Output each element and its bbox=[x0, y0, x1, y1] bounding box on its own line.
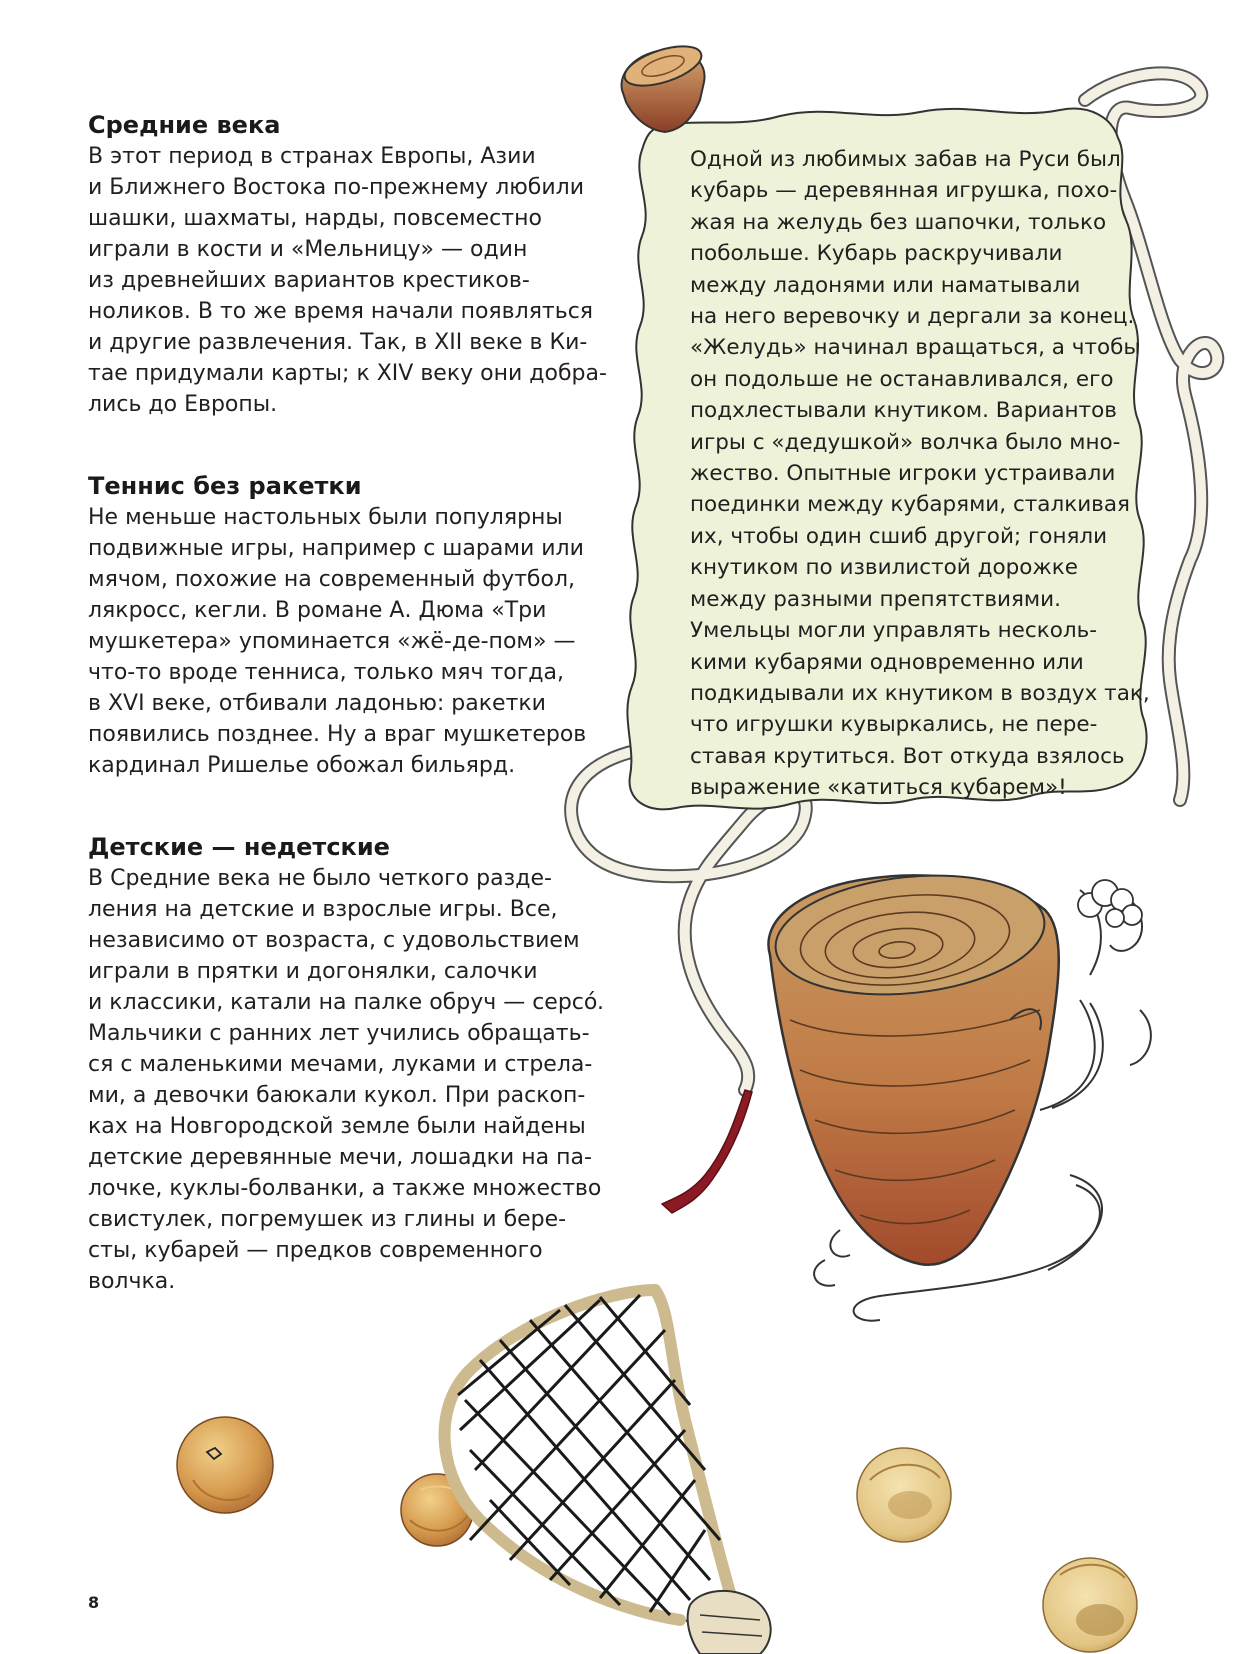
section-body bbox=[88, 141, 608, 420]
text-line: лякросс, кегли. В романе А. Дюма «Три bbox=[88, 598, 547, 623]
text-line: ках на Новгородской земле были найдены bbox=[88, 1114, 586, 1139]
callout-line: кими кубарями одновременно или bbox=[690, 649, 1084, 675]
text-line: играли в прятки и догонялки, салочки bbox=[88, 959, 538, 984]
callout-line: на него веревочку и дергали за конец. bbox=[690, 304, 1135, 330]
callout-line: подхлестывали кнутиком. Вариантов bbox=[690, 398, 1117, 424]
callout-line: поединки между кубарями, сталкивая bbox=[690, 492, 1130, 518]
kubar-callout-text bbox=[690, 144, 1150, 804]
section-title: Средние века bbox=[88, 111, 281, 139]
text-line: шашки, шахматы, нарды, повсеместно bbox=[88, 206, 542, 231]
text-line: из древнейших вариантов крестиков- bbox=[88, 268, 530, 293]
text-line: Мальчики с ранних лет учились обращать- bbox=[88, 1021, 590, 1046]
ball-1 bbox=[177, 1417, 273, 1513]
callout-line: побольше. Кубарь раскручивали bbox=[690, 241, 1063, 267]
ball-3 bbox=[857, 1448, 951, 1542]
small-kubar-illustration bbox=[620, 38, 706, 132]
section-title: Теннис без ракетки bbox=[88, 472, 362, 500]
callout-line: Одной из любимых забав на Руси был bbox=[690, 147, 1121, 172]
text-line: волчка. bbox=[88, 1269, 176, 1294]
text-line: ноликов. В то же время начали появляться bbox=[88, 299, 594, 324]
section-children-games bbox=[88, 832, 608, 1297]
callout-line: между ладонями или наматывали bbox=[690, 272, 1081, 298]
text-line: и другие развлечения. Так, в XII веке в Ки- bbox=[88, 330, 588, 355]
text-line: В Средние века не было четкого разде- bbox=[88, 866, 552, 891]
text-line: что-то вроде тенниса, только мяч тогда, bbox=[88, 660, 564, 685]
text-line: и классики, катали на палке обруч — серсó. bbox=[88, 990, 604, 1015]
whip-lash bbox=[662, 1090, 752, 1213]
text-line: В этот период в странах Европы, Азии bbox=[88, 144, 536, 169]
text-line: лочке, куклы-болванки, а также множество bbox=[88, 1176, 602, 1201]
section-body bbox=[88, 502, 608, 781]
text-line: и Ближнего Востока по-прежнему любили bbox=[88, 175, 584, 200]
callout-line: их, чтобы один сшиб другой; гоняли bbox=[690, 523, 1108, 549]
text-line: появились позднее. Ну а враг мушкетеров bbox=[88, 722, 587, 747]
text-line: ся с маленькими мечами, луками и стрела- bbox=[88, 1052, 593, 1077]
text-line: сты, кубарей — предков современного bbox=[88, 1238, 543, 1263]
text-line: тае придумали карты; к XIV веку они добра- bbox=[88, 361, 607, 386]
callout-line: Умельцы могли управлять несколь- bbox=[690, 618, 1098, 644]
callout-line: подкидывали их кнутиком в воздух так, bbox=[690, 680, 1150, 706]
text-line: свистулек, погремушек из глины и бере- bbox=[88, 1207, 567, 1232]
section-middle-ages bbox=[88, 110, 608, 420]
section-body bbox=[88, 863, 608, 1297]
callout-line: игры с «дедушкой» волчка было мно- bbox=[690, 429, 1121, 455]
text-line: играли в кости и «Мельницу» — один bbox=[88, 237, 528, 262]
text-line: Не меньше настольных были популярны bbox=[88, 505, 563, 530]
text-line: независимо от возраста, с удовольствием bbox=[88, 928, 580, 953]
page-number: 8 bbox=[88, 1593, 100, 1612]
callout-line: жество. Опытные игроки устраивали bbox=[690, 461, 1116, 487]
text-line: лись до Европы. bbox=[88, 392, 278, 417]
section-title: Детские — недетские bbox=[88, 833, 390, 861]
racket-illustration bbox=[445, 1290, 771, 1654]
text-line: в XVI веке, отбивали ладонью: ракетки bbox=[88, 691, 546, 716]
callout-line: «Желудь» начинал вращаться, а чтобы bbox=[690, 335, 1141, 361]
text-line: детские деревянные мечи, лошадки на па- bbox=[88, 1145, 592, 1170]
section-tennis-without-racket bbox=[88, 471, 608, 781]
large-kubar-illustration bbox=[768, 863, 1058, 1265]
callout-line: между разными препятствиями. bbox=[690, 586, 1061, 612]
callout-line: он подольше не останавливался, его bbox=[690, 366, 1114, 392]
text-line: мячом, похожие на современный футбол, bbox=[88, 567, 576, 592]
callout-line: кубарь — деревянная игрушка, похо- bbox=[690, 178, 1118, 204]
callout-line: жая на желудь без шапочки, только bbox=[690, 209, 1107, 235]
ball-4 bbox=[1043, 1558, 1137, 1652]
text-line: мушкетера» упоминается «жё-де-пом» — bbox=[88, 629, 576, 654]
callout-line: ставая крутиться. Вот откуда взялось bbox=[690, 743, 1125, 769]
callout-line: кнутиком по извилистой дорожке bbox=[690, 555, 1078, 581]
text-line: ми, а девочки баюкали кукол. При раскоп- bbox=[88, 1083, 586, 1108]
dust-puff bbox=[1078, 880, 1142, 927]
callout-line: что игрушки кувыркались, не пере- bbox=[690, 712, 1098, 738]
text-line: подвижные игры, например с шарами или bbox=[88, 536, 584, 561]
text-line: кардинал Ришелье обожал бильярд. bbox=[88, 753, 516, 778]
callout-line: выражение «катиться кубарем»! bbox=[690, 775, 1067, 801]
text-line: ления на детские и взрослые игры. Все, bbox=[88, 897, 558, 922]
